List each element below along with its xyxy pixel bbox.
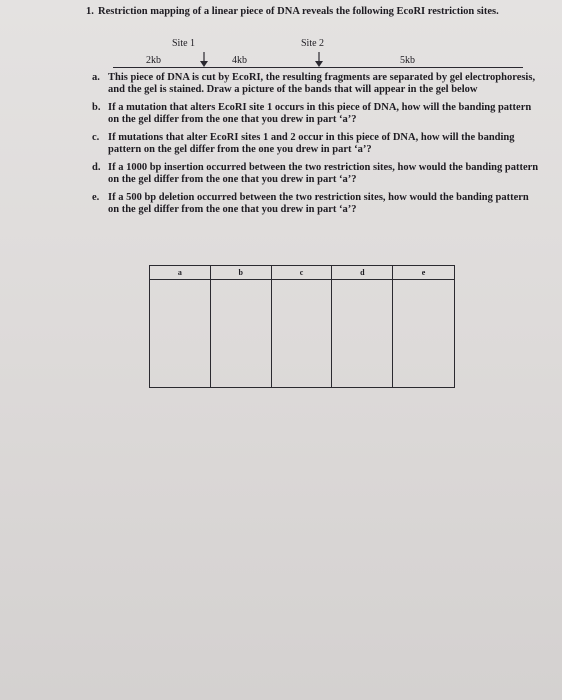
gel-lane-header-b: b [211,266,272,280]
part-letter: a. [92,72,100,83]
gel-lane-b[interactable] [211,280,272,387]
gel-lane-header-e: e [393,266,454,280]
site-2-arrow-icon [313,52,325,68]
gel-lane-d[interactable] [332,280,393,387]
part-text: This piece of DNA is cut by EcoRI, the resulting fragments are separated by gel electrophoresis, and the gel is stained. Draw a picture of the bands that will appear in the gel below [108,72,536,95]
part-a [92,72,542,96]
part-c [92,132,542,156]
question-stem: Restriction mapping of a linear piece of DNA reveals the following EcoRI restriction sites. [98,6,499,17]
part-e [92,192,542,216]
site-1-label: Site 1 [172,38,196,49]
segment-5kb-label: 5kb [400,55,415,66]
restriction-map [0,0,562,80]
part-text: If a 500 bp deletion occurred between the two restriction sites, how would the banding pattern on the gel differ from the one that you drew in part ‘a’? [108,192,529,215]
gel-lane-header-a: a [150,266,211,280]
question-number: 1. [86,6,94,17]
question-parts [92,72,542,222]
gel-grid [149,265,455,388]
part-text: If mutations that alter EcoRI sites 1 and 2 occur in this piece of DNA, how will the banding pattern on the gel differ from the one you drew in part ‘a’? [108,132,515,155]
gel-lane-e[interactable] [393,280,454,387]
segment-4kb-label: 4kb [232,55,247,66]
gel-lane-c[interactable] [272,280,333,387]
gel-lane-header-d: d [332,266,393,280]
part-letter: b. [92,102,101,113]
gel-lane-a[interactable] [150,280,211,387]
part-text: If a mutation that alters EcoRI site 1 occurs in this piece of DNA, how will the banding pattern on the gel differ from the one that you drew in part ‘a’? [108,102,532,125]
site-2-label: Site 2 [301,38,325,49]
part-text: If a 1000 bp insertion occurred between the two restriction sites, how would the banding pattern on the gel differ from the one that you drew in part ‘a’? [108,162,539,185]
part-letter: e. [92,192,100,203]
gel-lane-header-c: c [272,266,333,280]
part-letter: d. [92,162,101,173]
site-1-arrow-icon [198,52,210,68]
segment-2kb-label: 2kb [146,55,161,66]
part-d [92,162,542,186]
part-b [92,102,542,126]
part-letter: c. [92,132,100,143]
